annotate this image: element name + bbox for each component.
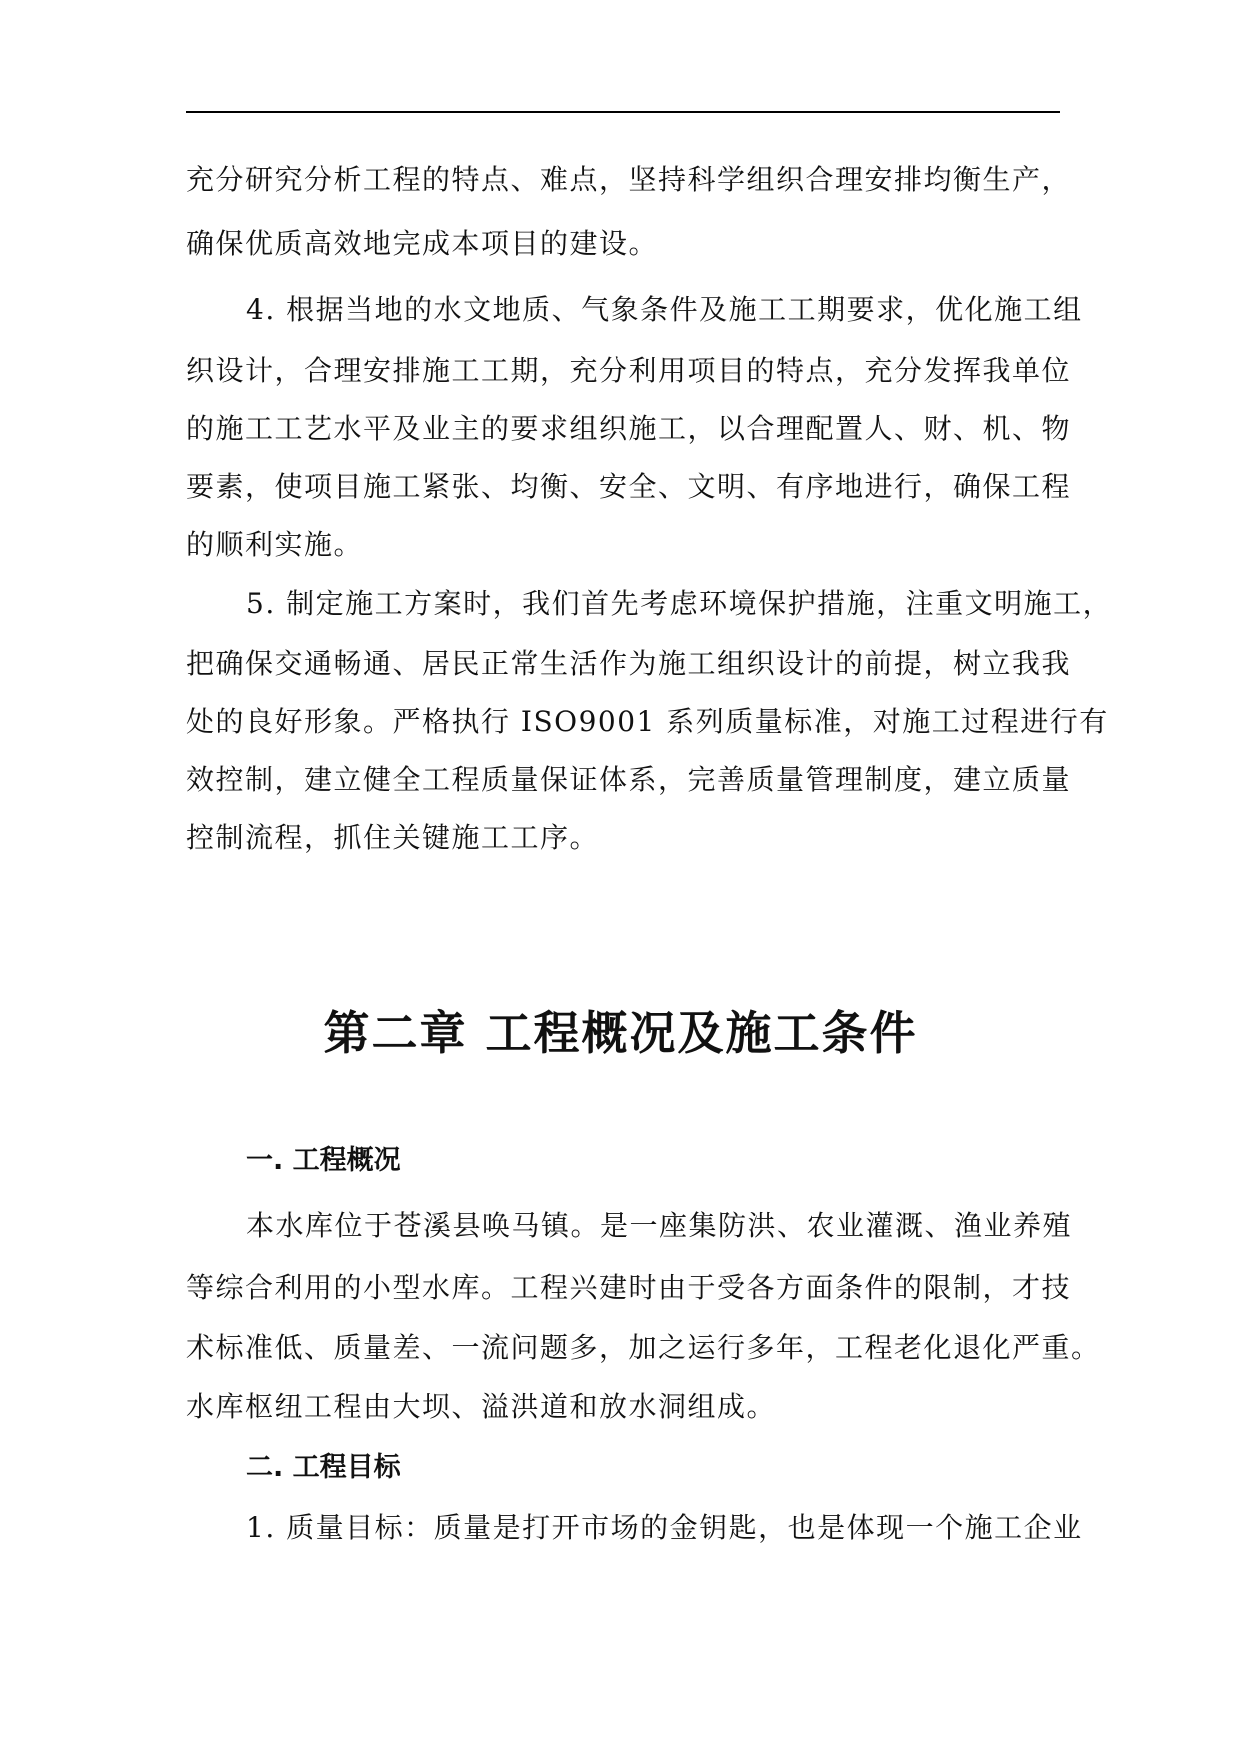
overview-line: 本水库位于苍溪县唤马镇。是一座集防洪、农业灌溉、渔业养殖 <box>246 1209 1073 1242</box>
overview-line: 术标准低、质量差、一流问题多，加之运行多年，工程老化退化严重。 <box>186 1331 1101 1364</box>
paragraph-line: 确保优质高效地完成本项目的建设。 <box>186 227 659 260</box>
overview-line: 水库枢纽工程由大坝、溢洪道和放水洞组成。 <box>186 1390 777 1423</box>
list-item-5-line: 5. 制定施工方案时，我们首先考虑环境保护措施，注重文明施工， <box>246 587 1113 620</box>
list-item-4-line: 织设计，合理安排施工工期，充分利用项目的特点，充分发挥我单位 <box>186 354 1072 387</box>
header-rule <box>186 111 1060 113</box>
paragraph-line: 充分研究分析工程的特点、难点，坚持科学组织合理安排均衡生产， <box>186 163 1072 196</box>
chapter-title: 第二章 工程概况及施工条件 <box>323 1006 918 1060</box>
list-item-4-line: 4. 根据当地的水文地质、气象条件及施工工期要求，优化施工组 <box>246 293 1083 326</box>
list-item-4-line: 要素，使项目施工紧张、均衡、安全、文明、有序地进行，确保工程 <box>186 470 1072 503</box>
list-item-5-line: 控制流程，抓住关键施工工序。 <box>186 821 600 854</box>
overview-line: 等综合利用的小型水库。工程兴建时由于受各方面条件的限制，才技 <box>186 1271 1072 1304</box>
list-item-4-line: 的顺利实施。 <box>186 528 364 561</box>
goal-1-line: 1. 质量目标：质量是打开市场的金钥匙，也是体现一个施工企业 <box>246 1511 1083 1544</box>
list-item-5-line: 把确保交通畅通、居民正常生活作为施工组织设计的前提，树立我我 <box>186 647 1072 680</box>
section-heading-goals: 二. 工程目标 <box>246 1452 401 1483</box>
section-heading-overview: 一. 工程概况 <box>246 1145 401 1176</box>
list-item-5-line: 处的良好形象。严格执行 ISO9001 系列质量标准，对施工过程进行有 <box>186 705 1109 738</box>
list-item-4-line: 的施工工艺水平及业主的要求组织施工，以合理配置人、财、机、物 <box>186 412 1072 445</box>
list-item-5-line: 效控制，建立健全工程质量保证体系，完善质量管理制度，建立质量 <box>186 763 1072 796</box>
